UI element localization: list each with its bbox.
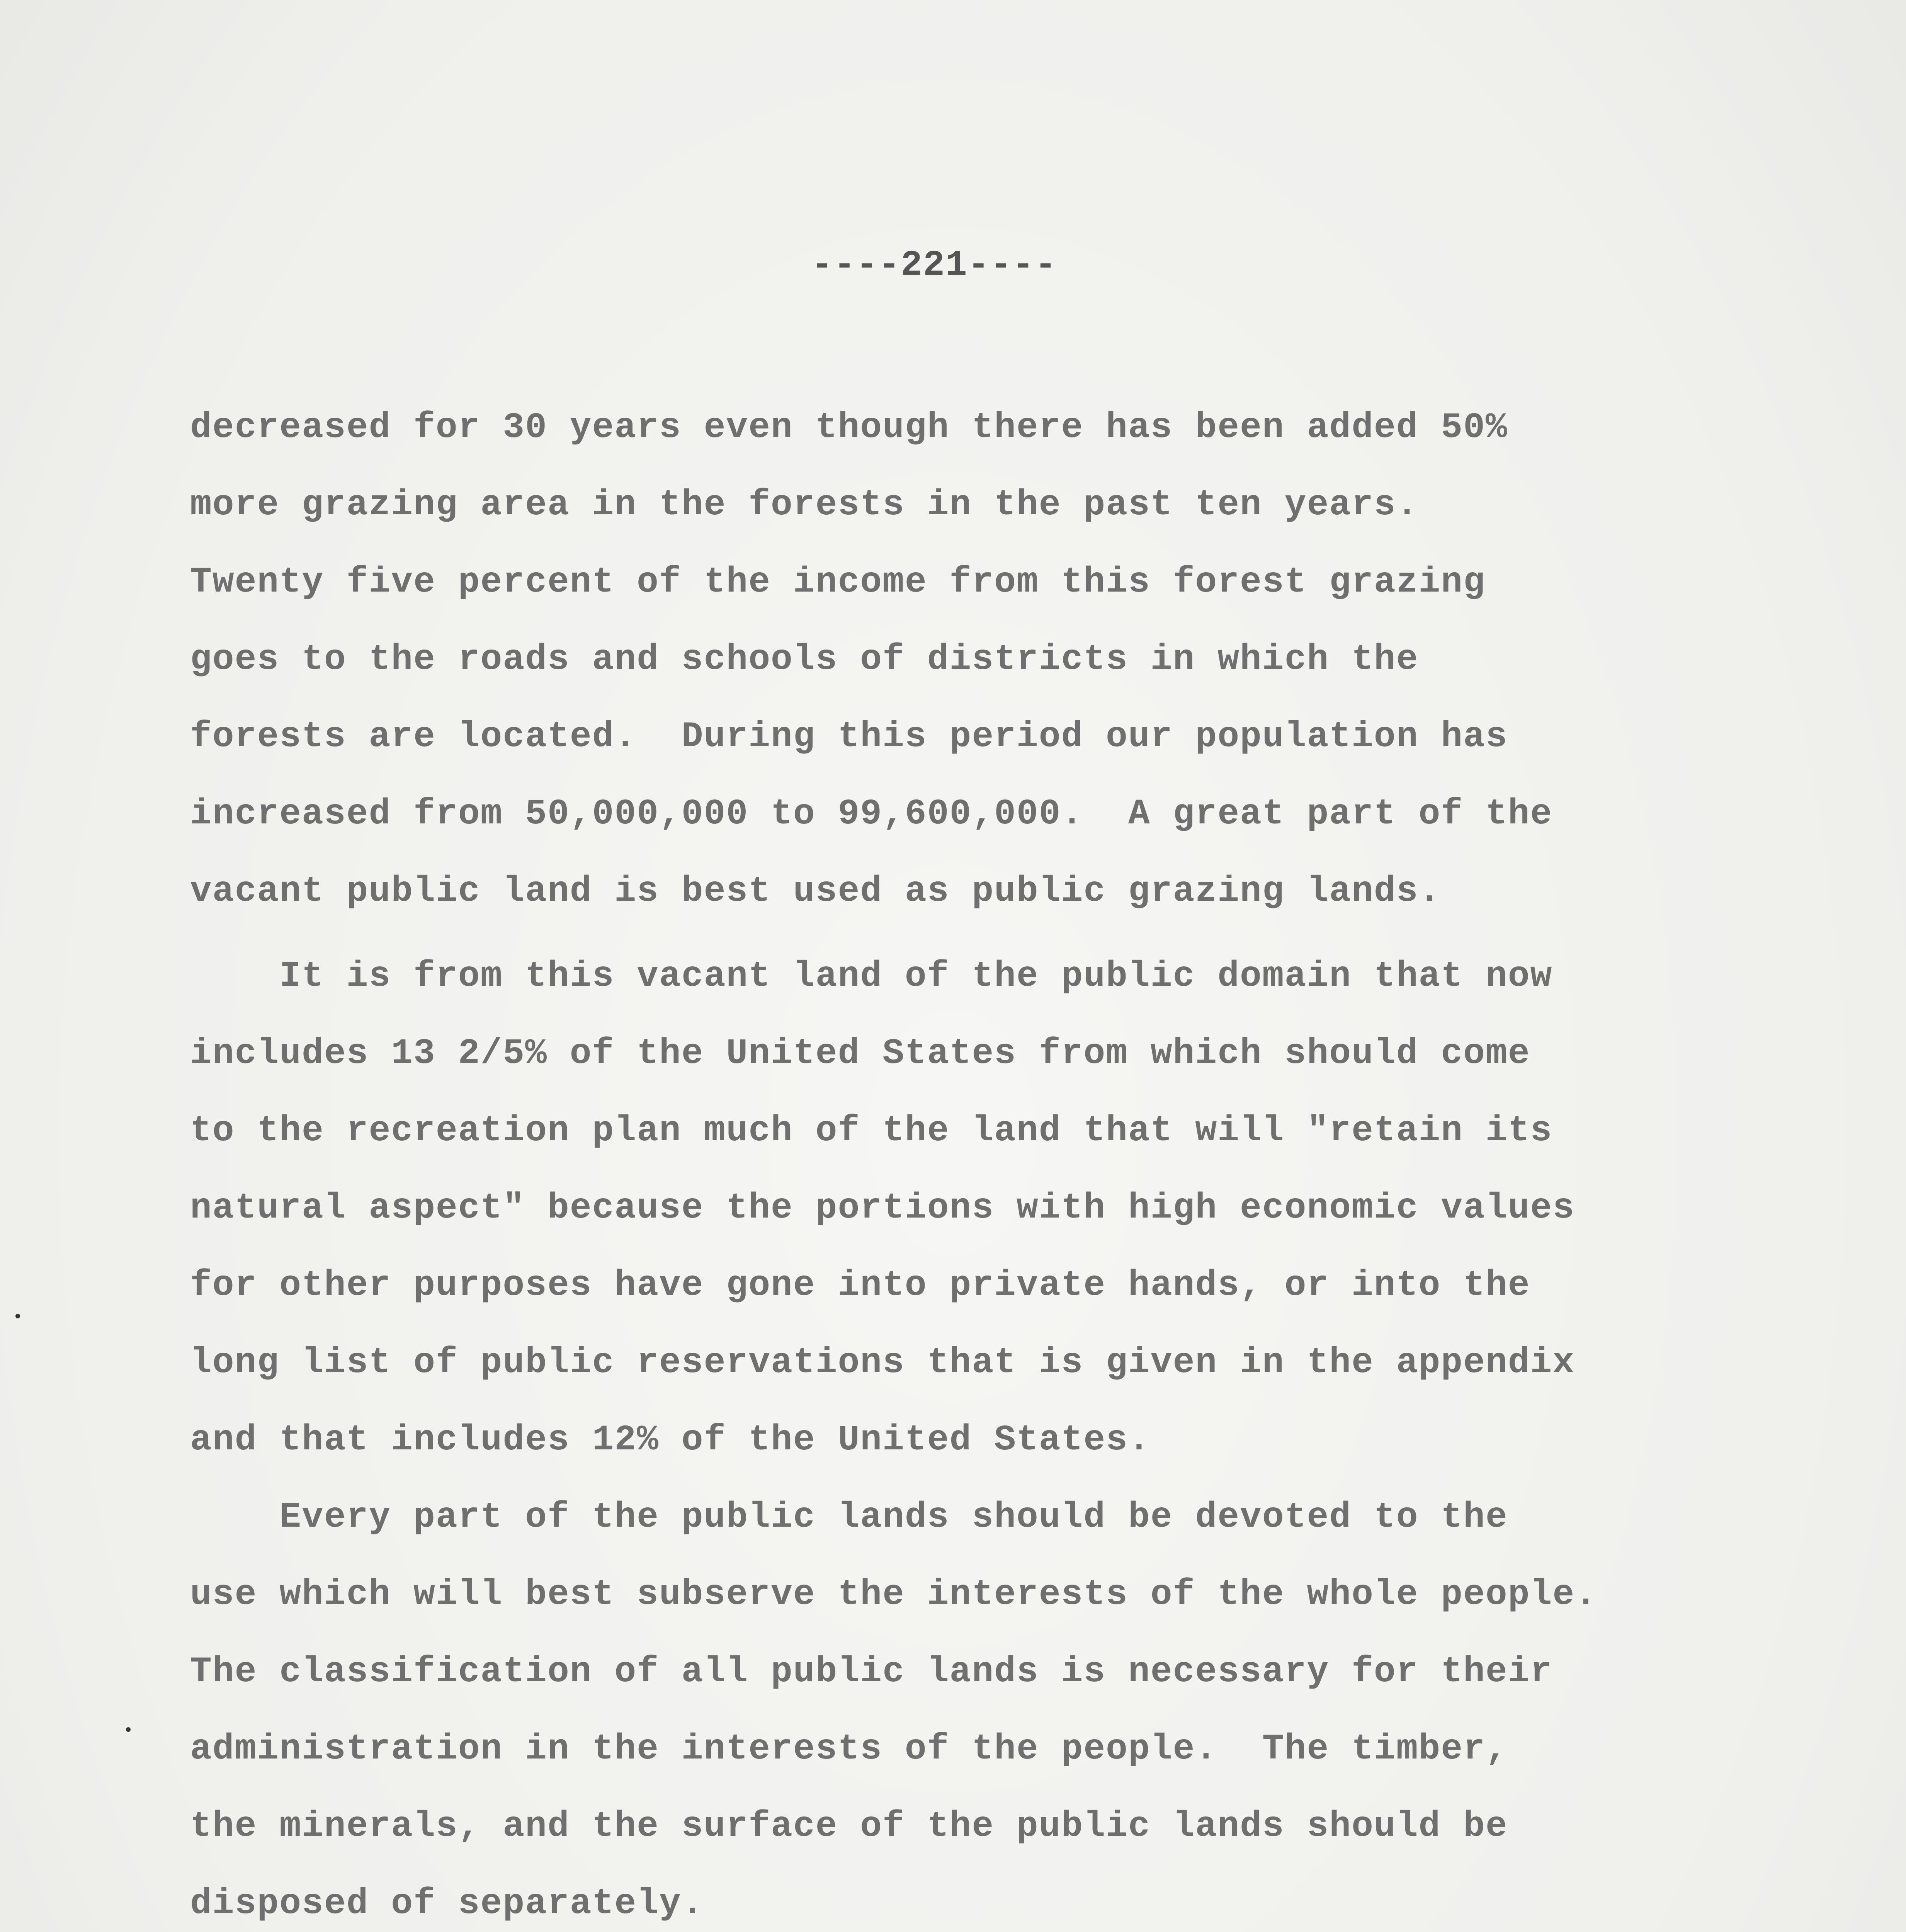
- text-line: includes 13 2/5% of the United States from which should come: [190, 1033, 1530, 1074]
- text-line: disposed of separately.: [190, 1883, 704, 1924]
- paper-speck: [126, 1727, 131, 1732]
- text-line: administration in the interests of the people. The timber,: [190, 1729, 1508, 1769]
- text-line: goes to the roads and schools of districts in which the: [190, 639, 1419, 680]
- text-line: It is from this vacant land of the public domain that now: [190, 956, 1553, 997]
- text-line: the minerals, and the surface of the public lands should be: [190, 1806, 1508, 1847]
- text-line: increased from 50,000,000 to 99,600,000. A great part of the: [190, 794, 1553, 834]
- text-line: more grazing area in the forests in the past ten years.: [190, 485, 1419, 525]
- text-line: Every part of the public lands should be devoted to the: [190, 1497, 1508, 1537]
- text-line: decreased for 30 years even though there has been added 50%: [190, 407, 1508, 448]
- text-line: vacant public land is best used as public grazing lands.: [190, 871, 1441, 912]
- text-line: Twenty five percent of the income from this forest grazing: [190, 562, 1486, 602]
- text-line: for other purposes have gone into private hands, or into the: [190, 1265, 1530, 1306]
- text-line: forests are located. During this period our population has: [190, 716, 1508, 757]
- text-line: long list of public reservations that is given in the appendix: [190, 1342, 1575, 1383]
- text-line: use which will best subserve the interests of the whole people.: [190, 1574, 1597, 1615]
- paper-speck: [15, 1314, 20, 1318]
- text-line: to the recreation plan much of the land that will "retain its: [190, 1111, 1553, 1151]
- text-line: and that includes 12% of the United States.: [190, 1420, 1151, 1460]
- text-line: natural aspect" because the portions with high economic values: [190, 1188, 1575, 1228]
- text-line: The classification of all public lands is necessary for their: [190, 1651, 1553, 1692]
- page-number: ----221----: [811, 245, 1057, 286]
